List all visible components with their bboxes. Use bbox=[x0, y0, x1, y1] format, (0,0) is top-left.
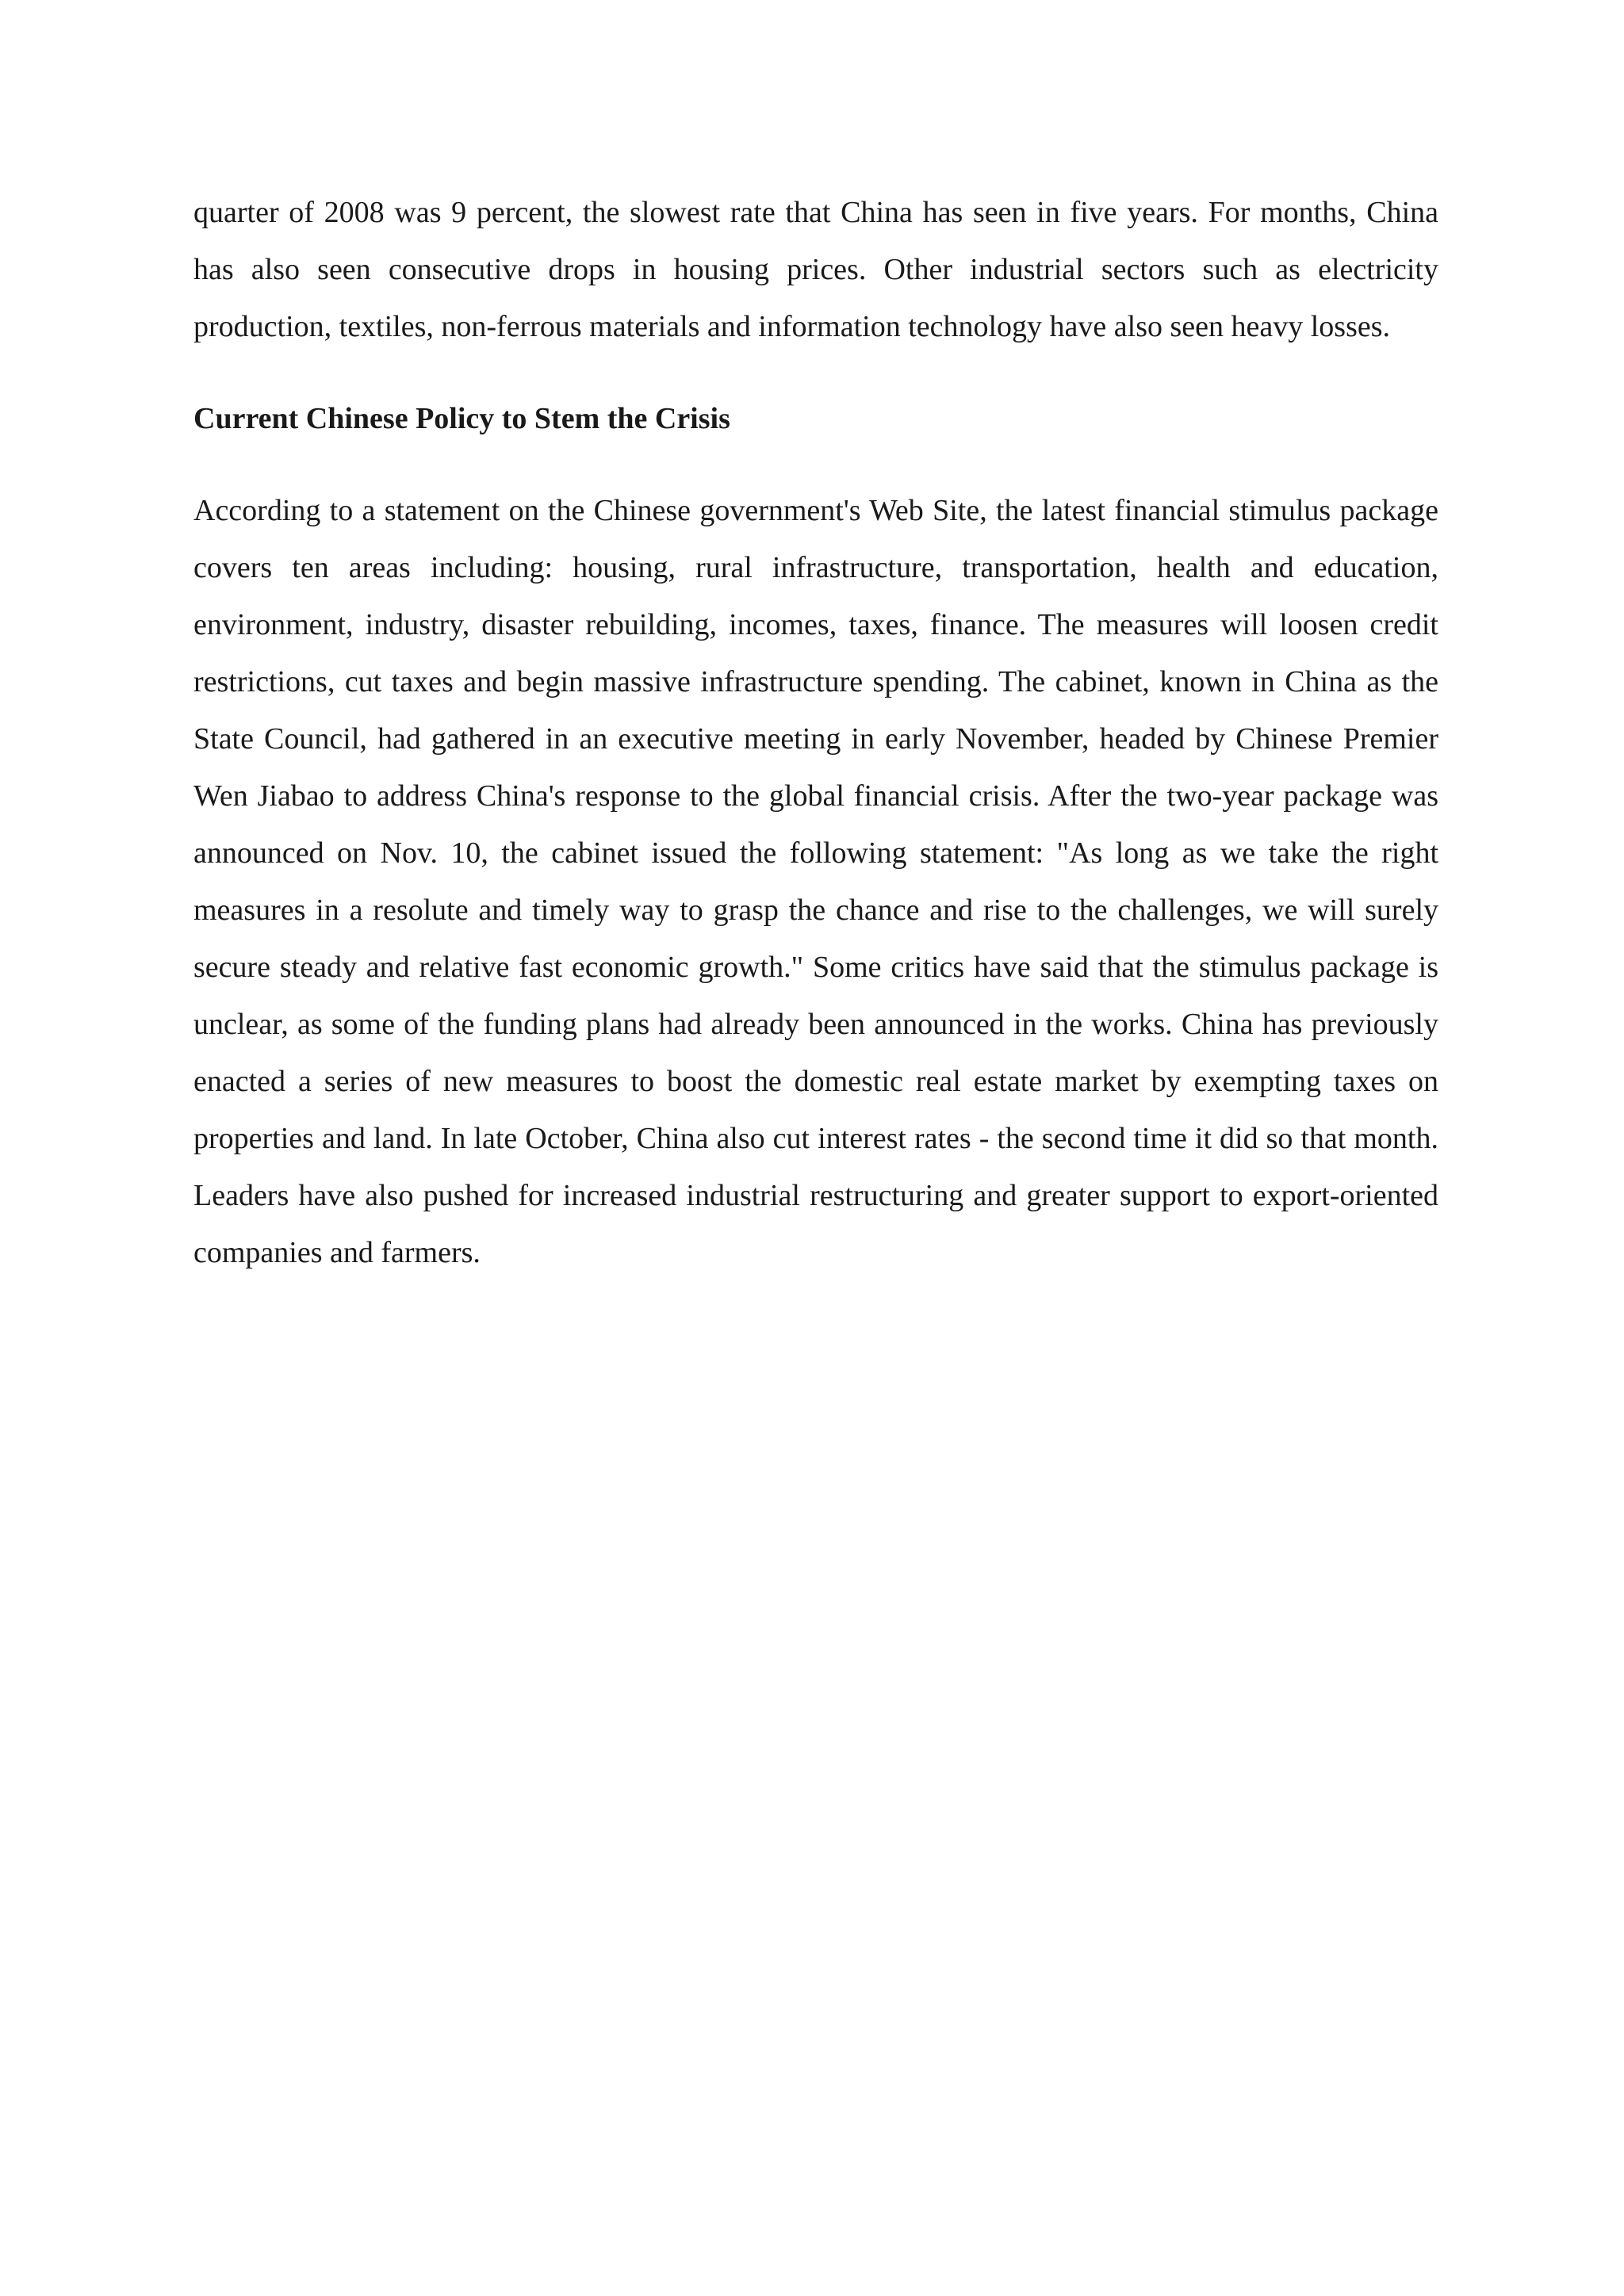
paragraph-policy: According to a statement on the Chinese government's Web Site, the latest financial stimulus package covers ten areas including: housing, rural infrastructure, transportation, health and education, environment, industry, disaster rebuilding, incomes, taxes, finance. The measures will loosen credit restrictions, cut taxes and begin massive infrastructure spending. The cabinet, known in China as the State Council, had gathered in an executive meeting in early November, headed by Chinese Premier Wen Jiabao to address China's response to the global financial crisis. After the two-year package was announced on Nov. 10, the cabinet issued the following statement: "As long as we take the right measures in a resolute and timely way to grasp the chance and rise to the challenges, we will surely secure steady and relative fast economic growth." Some critics have said that the stimulus package is unclear, as some of the funding plans had already been announced in the works. China has previously enacted a series of new measures to boost the domestic real estate market by exempting taxes on properties and land. In late October, China also cut interest rates - the second time it did so that month. Leaders have also pushed for increased industrial restructuring and greater support to export-oriented companies and farmers. bbox=[193, 494, 1438, 1269]
section-heading: Current Chinese Policy to Stem the Crisis bbox=[193, 402, 730, 435]
paragraph-intro: quarter of 2008 was 9 percent, the slowest rate that China has seen in five years. For months, China has also seen consecutive drops in housing prices. Other industrial sectors such as electricity production, textiles, non-ferrous materials and information technology have also seen heavy losses. bbox=[193, 196, 1438, 343]
document-body bbox=[193, 184, 1438, 1281]
